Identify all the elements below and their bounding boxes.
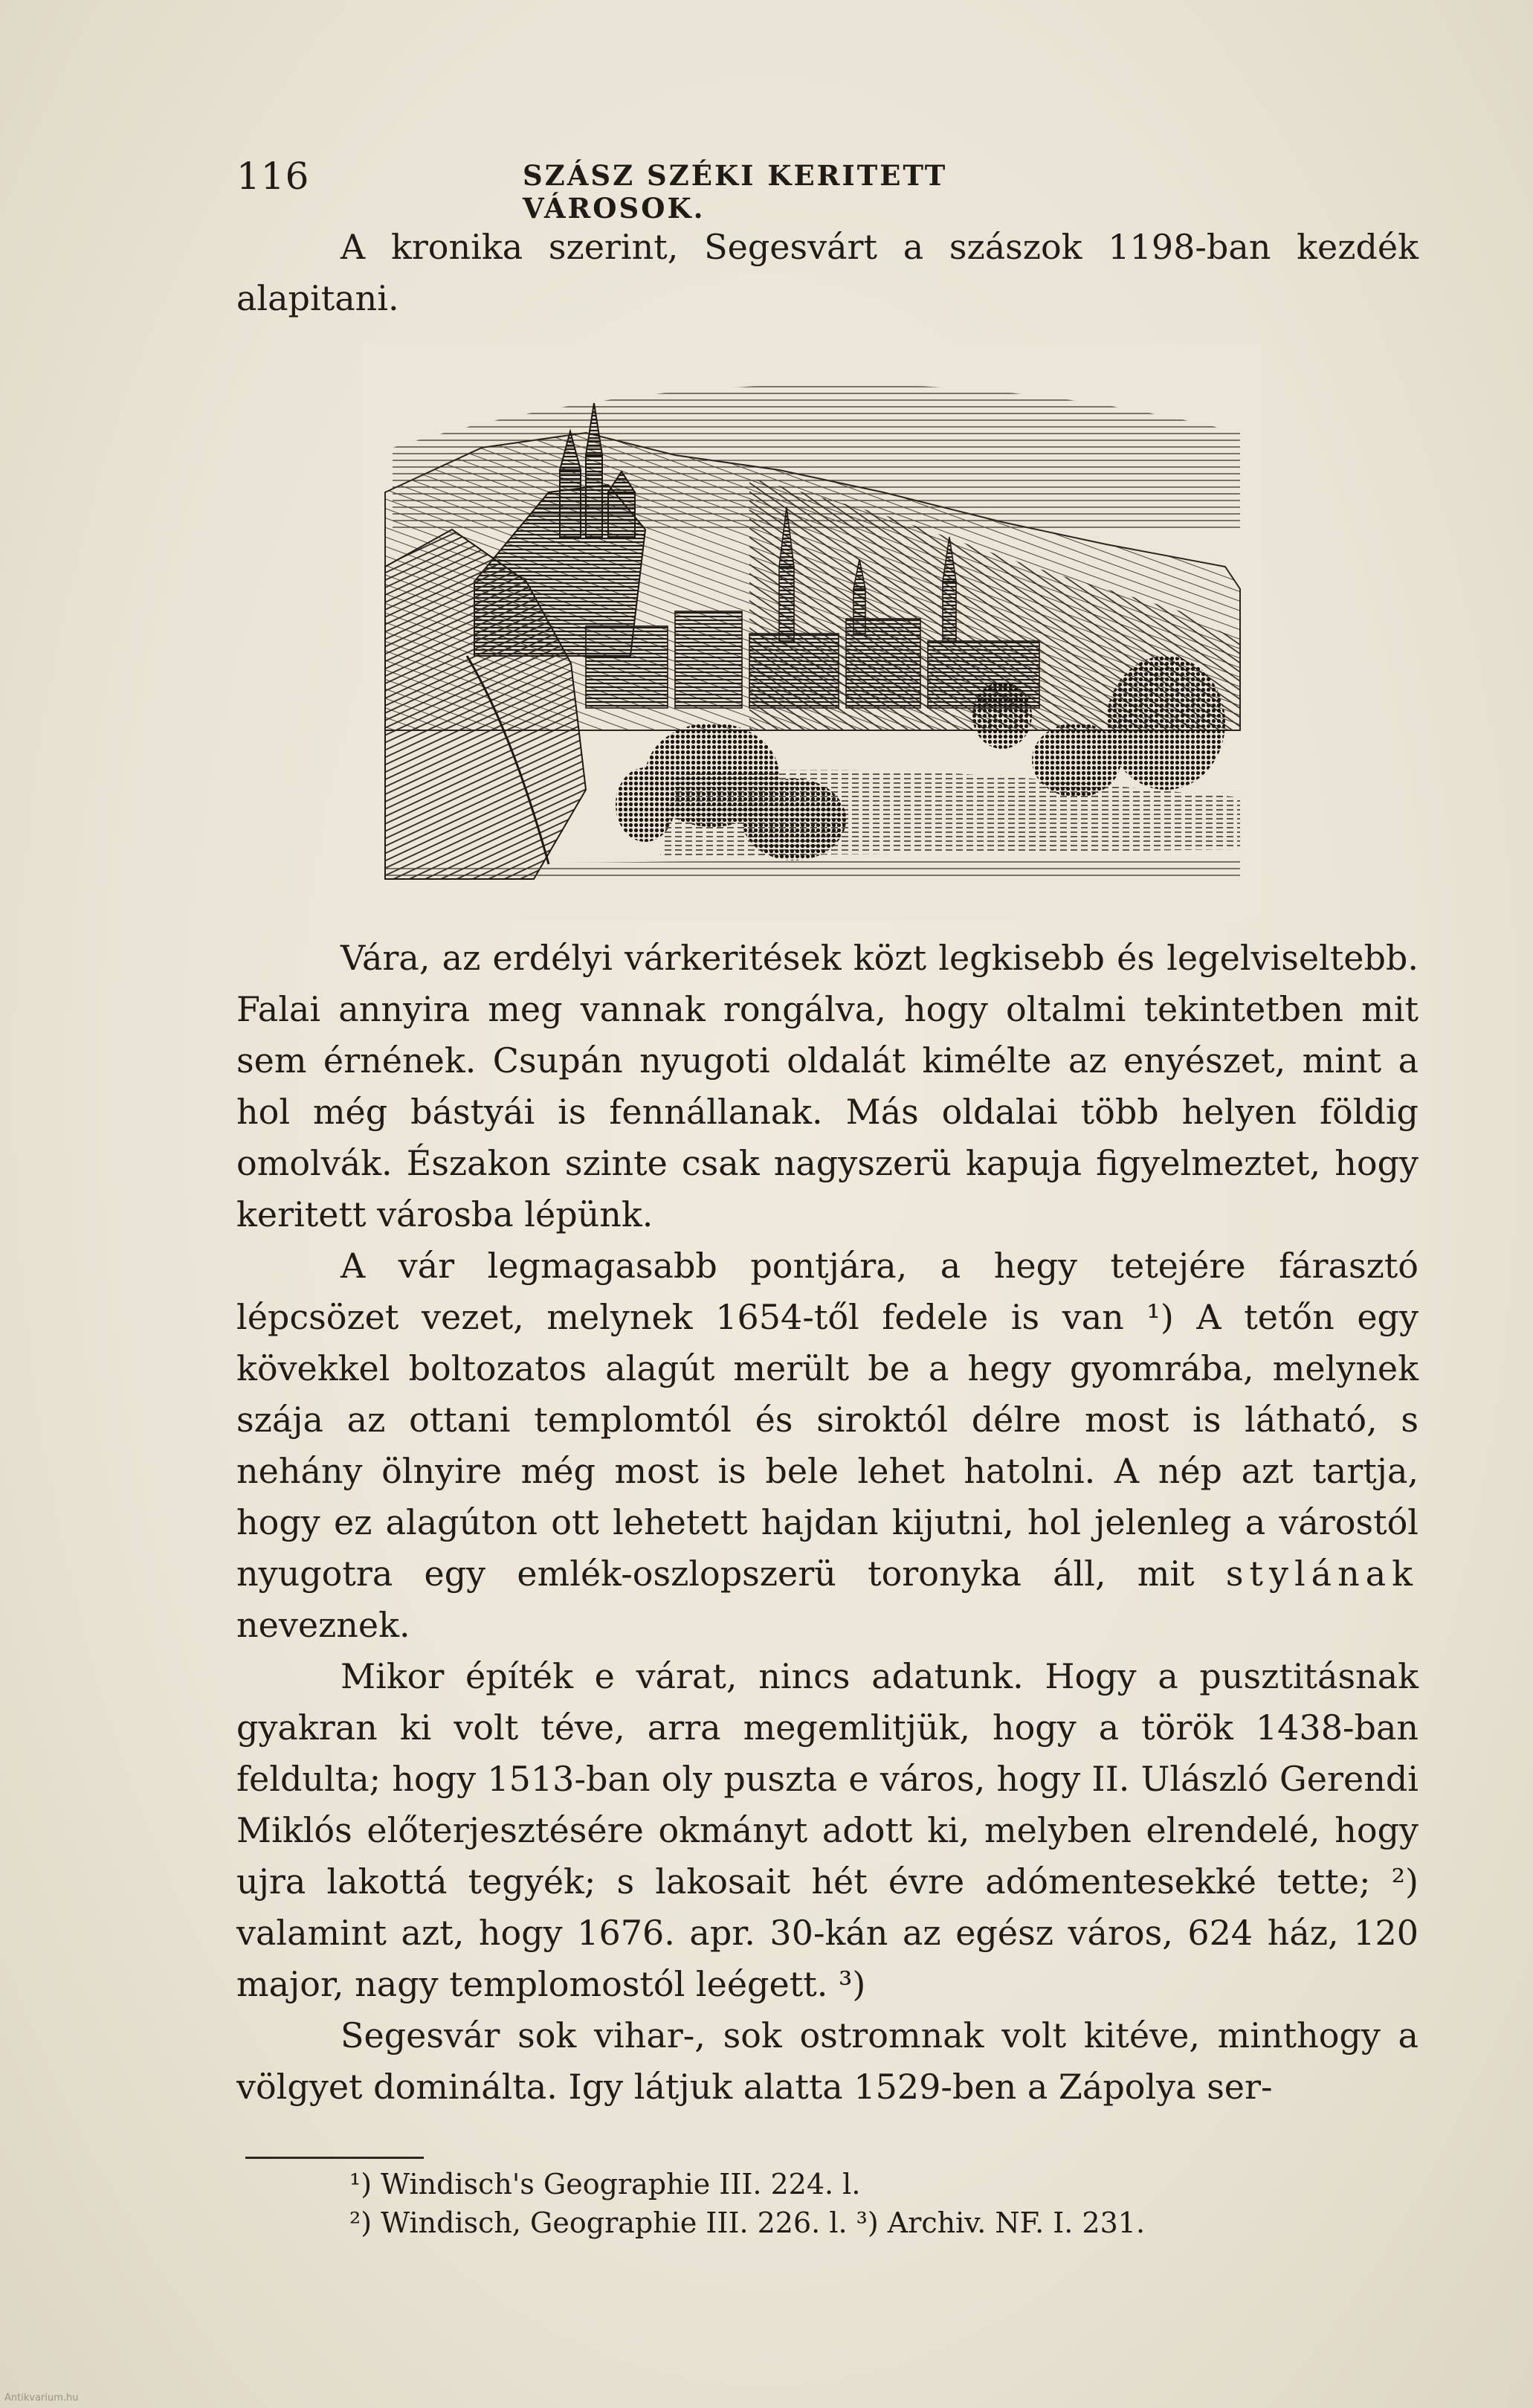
paragraph-2 (236, 1240, 1419, 1651)
paragraph-2-main: A vár legmagasabb pontjára, a hegy tetejére fárasztó lépcsözet vezet, melynek 1654-től fedele is van ¹) A tetőn egy kövekkel boltozatos alagút merült be a hegy gyomrába, melynek szája az ottani templomtól és siroktól délre most is látható, s nehány ölnyire még most is bele lehet hatolni. A nép azt tartja, hogy ez alagúton ott lehetett hajdan kijutni, hol jelenleg a várostól nyugotra egy emlék-oszlopszerü toronyka áll, mit (236, 1246, 1419, 1594)
footnote-1: ¹) Windisch's Geographie III. 224. l. (349, 2168, 861, 2201)
paragraph-2-end: neveznek. (236, 1605, 410, 1645)
intro-line-1: A kronika szerint, Segesvárt a szászok 1198-ban kezdék (341, 227, 1419, 267)
running-title: SZÁSZ SZÉKI KERITETT VÁROSOK. (523, 159, 948, 225)
body-text (236, 933, 1419, 2113)
footnote-2: ²) Windisch, Geographie III. 226. l. ³) Archiv. NF. I. 231. (349, 2206, 1146, 2239)
footnote-rule (245, 2157, 424, 2159)
segesvar-engraving (363, 344, 1261, 921)
spaced-word: stylának (1225, 1554, 1419, 1594)
paragraph-1: Vára, az erdélyi várkeritések közt legkisebb és legelviseltebb. Falai annyira meg vannak rongálva, hogy oltalmi tekintetben mit sem érnének. Csupán nyugoti oldalát kimélte az enyészet, mint a hol még bástyái is fennállanak. Más oldalai több helyen földig omolvák. Északon szinte csak nagyszerü kapuja figyelmeztet, hogy keritett városba lépünk. (236, 938, 1419, 1234)
intro-text (236, 222, 1419, 324)
paragraph-4: Segesvár sok vihar-, sok ostromnak volt kitéve, minthogy a völgyet dominálta. Igy látjuk alatta 1529-ben a Zápolya ser- (236, 2015, 1419, 2107)
watermark: Antikvarium.hu (4, 2392, 79, 2404)
page-number: 116 (236, 155, 310, 198)
paragraph-3: Mikor építék e várat, nincs adatunk. Hogy a pusztitásnak gyakran ki volt téve, arra megemlitjük, hogy a török 1438-ban feldulta; hogy 1513-ban oly puszta e város, hogy II. Ulászló Gerendi Miklós előterjesztésére okmányt adott ki, melyben elrendelé, hogy ujra lakottá tegyék; s lakosait hét évre adómentesekké tette; ²) valamint azt, hogy 1676. apr. 30-kán az egész város, 624 ház, 120 major, nagy templomostól leégett. ³) (236, 1656, 1419, 2004)
running-header (236, 155, 1117, 225)
intro-line-2: alapitani. (236, 278, 399, 318)
